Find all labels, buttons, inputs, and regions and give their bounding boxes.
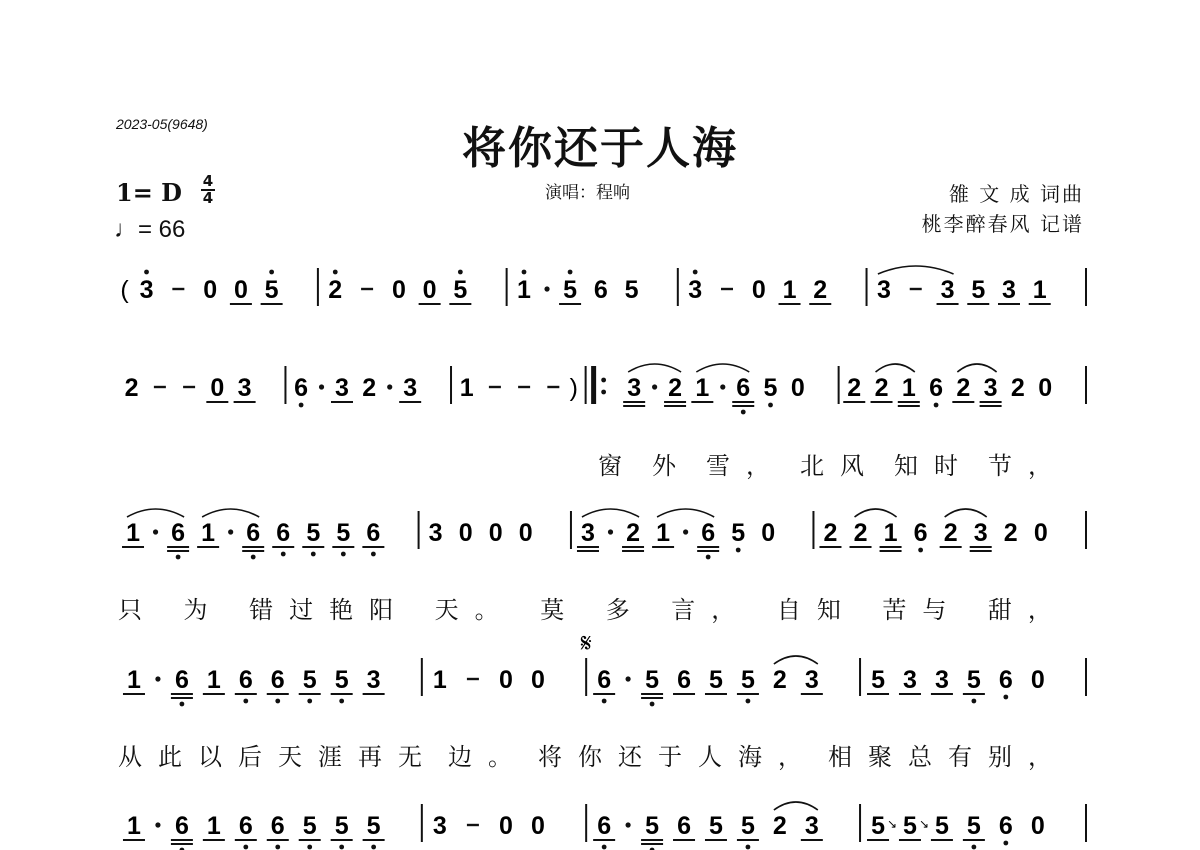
ornament-mark: ↘ <box>918 817 930 831</box>
note-5: 5 <box>871 666 885 694</box>
augmentation-dot <box>544 286 549 291</box>
note-3: 3 <box>627 374 642 402</box>
note-0: 0 <box>499 812 513 840</box>
note-6: 6 <box>701 519 716 547</box>
note-0: 0 <box>422 276 437 304</box>
high-octave-dot <box>333 270 338 275</box>
note-2: 2 <box>956 374 971 402</box>
note-0: 0 <box>518 519 533 547</box>
note-1: 1 <box>126 519 140 547</box>
segno-sign: 𝄋 <box>580 628 592 658</box>
augmentation-dot <box>387 384 392 389</box>
note-1: 1 <box>901 374 916 402</box>
tie-slur <box>202 509 259 517</box>
augmentation-dot <box>652 384 657 389</box>
low-octave-dot <box>243 845 248 850</box>
note-0: 0 <box>488 519 503 547</box>
note-5: 5 <box>871 812 885 840</box>
augmentation-dot <box>155 676 160 681</box>
tie-slur <box>957 364 996 372</box>
note-6: 6 <box>174 666 189 694</box>
note-5: 5 <box>709 666 723 694</box>
low-octave-dot <box>736 548 741 553</box>
lyric-word: 北风 <box>800 452 880 480</box>
note-2: 2 <box>874 374 889 402</box>
low-octave-dot <box>971 845 976 850</box>
lyric-word: 莫 <box>540 596 581 624</box>
note-5: 5 <box>366 812 381 840</box>
note-1: 1 <box>517 276 531 304</box>
low-octave-dot <box>341 552 346 557</box>
lyric-word: 将你还于人海， <box>538 743 818 771</box>
note-6: 6 <box>736 374 751 402</box>
low-octave-dot <box>746 845 751 850</box>
note-3: 3 <box>432 812 447 840</box>
note-1: 1 <box>656 519 671 547</box>
low-octave-dot <box>706 555 711 560</box>
augmentation-dot <box>608 529 613 534</box>
note-6: 6 <box>171 519 186 547</box>
augmentation-dot <box>155 822 160 827</box>
score-serial-number: 2023-05(9648) <box>116 116 208 132</box>
tie-slur <box>628 364 681 372</box>
lyric-word: 雪， <box>706 452 786 480</box>
note-3: 3 <box>804 666 819 694</box>
low-octave-dot <box>602 699 607 704</box>
low-octave-dot <box>275 699 280 704</box>
note-0: 0 <box>761 519 776 547</box>
note-0: 0 <box>233 276 248 304</box>
low-octave-dot <box>339 845 344 850</box>
tie-slur <box>855 509 897 517</box>
note-5: 5 <box>645 666 660 694</box>
note-3: 3 <box>366 666 381 694</box>
note-5: 5 <box>624 276 639 304</box>
lyric-word: 言， <box>671 596 752 624</box>
note-3: 3 <box>940 276 955 304</box>
note-6: 6 <box>677 666 691 694</box>
note-2: 2 <box>772 666 787 694</box>
note-2: 2 <box>626 519 640 547</box>
note-6: 6 <box>913 519 928 547</box>
repeat-dot <box>601 378 606 383</box>
lyric-word: 多 <box>605 596 646 624</box>
note-6: 6 <box>677 812 691 840</box>
note-5: 5 <box>302 666 317 694</box>
low-octave-dot <box>307 699 312 704</box>
augmentation-dot <box>720 384 725 389</box>
note-3: 3 <box>139 276 154 304</box>
key-signature: 1= D <box>116 178 182 207</box>
note-5: 5 <box>709 812 723 840</box>
note-0: 0 <box>391 276 406 304</box>
note-5: 5 <box>740 666 755 694</box>
note-2: 2 <box>772 812 787 840</box>
lyric-word: 窗 <box>598 452 638 480</box>
note-6: 6 <box>238 666 253 694</box>
song-title: 将你还于人海 <box>462 123 738 174</box>
note-6: 6 <box>593 276 608 304</box>
note-6: 6 <box>270 812 285 840</box>
note-1: 1 <box>695 374 710 402</box>
tie-slur <box>774 802 818 810</box>
note-0: 0 <box>790 374 805 402</box>
low-octave-dot <box>339 699 344 704</box>
augmentation-dot <box>153 529 158 534</box>
note-0: 0 <box>530 812 545 840</box>
note-3: 3 <box>237 374 252 402</box>
note-6: 6 <box>998 666 1013 694</box>
note-1: 1 <box>782 276 797 304</box>
note-3: 3 <box>876 276 891 304</box>
parenthesis: ( <box>120 276 129 304</box>
note-6: 6 <box>597 812 612 840</box>
note-3: 3 <box>934 666 949 694</box>
note-6: 6 <box>929 374 944 402</box>
low-octave-dot <box>281 552 286 557</box>
note-1: 1 <box>459 374 474 402</box>
low-octave-dot <box>243 699 248 704</box>
tie-slur <box>774 656 818 664</box>
note-2: 2 <box>124 374 139 402</box>
tempo-marking: ♩= 66 <box>114 216 186 243</box>
note-6: 6 <box>270 666 285 694</box>
lyric-word: 相聚总有别， <box>828 743 1068 771</box>
lyric-word: 只 <box>118 596 158 624</box>
tie-slur <box>657 509 714 517</box>
note-3: 3 <box>428 519 443 547</box>
note-3: 3 <box>335 374 349 402</box>
note-3: 3 <box>903 666 917 694</box>
lyric-word: 自知 <box>776 596 857 624</box>
note-5: 5 <box>306 519 321 547</box>
low-octave-dot <box>768 403 773 408</box>
note-1: 1 <box>1032 276 1047 304</box>
lyric-word: 外 <box>652 452 692 480</box>
note-6: 6 <box>294 374 309 402</box>
tie-slur <box>696 364 749 372</box>
augmentation-dot <box>626 822 631 827</box>
note-1: 1 <box>201 519 216 547</box>
lyric-line <box>118 737 1068 772</box>
note-5: 5 <box>731 519 746 547</box>
augmentation-dot <box>683 529 688 534</box>
lyric-word: 苦与 <box>882 596 963 624</box>
high-octave-dot <box>522 270 527 275</box>
low-octave-dot <box>971 699 976 704</box>
high-octave-dot <box>458 270 463 275</box>
note-2: 2 <box>668 374 683 402</box>
low-octave-dot <box>1003 695 1008 700</box>
singer-credit: 演唱：程响 <box>545 183 630 203</box>
note-0: 0 <box>210 374 225 402</box>
tie-slur <box>945 509 987 517</box>
note-2: 2 <box>943 519 958 547</box>
low-octave-dot <box>275 845 280 850</box>
note-0: 0 <box>458 519 473 547</box>
note-1: 1 <box>432 666 447 694</box>
note-3: 3 <box>581 519 595 547</box>
low-octave-dot <box>1003 841 1008 846</box>
ornament-mark: ↘ <box>887 817 898 831</box>
low-octave-dot <box>311 552 316 557</box>
note-5: 5 <box>971 276 986 304</box>
high-octave-dot <box>144 270 149 275</box>
note-5: 5 <box>966 812 981 840</box>
time-signature-bottom: 4 <box>202 189 214 207</box>
note-1: 1 <box>127 812 141 840</box>
note-2: 2 <box>328 276 343 304</box>
note-2: 2 <box>847 374 862 402</box>
high-octave-dot <box>693 270 698 275</box>
lyric-word: 错过艳阳 <box>249 596 410 624</box>
low-octave-dot <box>918 548 923 553</box>
note-3: 3 <box>973 519 988 547</box>
note-5: 5 <box>334 812 349 840</box>
note-3: 3 <box>403 374 418 402</box>
time-signature-top: 4 <box>202 172 214 190</box>
note-6: 6 <box>597 666 612 694</box>
high-octave-dot <box>568 270 573 275</box>
augmentation-dot <box>319 384 324 389</box>
note-5: 5 <box>763 374 778 402</box>
note-2: 2 <box>823 519 838 547</box>
note-2: 2 <box>1003 519 1018 547</box>
low-octave-dot <box>934 403 939 408</box>
note-5: 5 <box>264 276 279 304</box>
note-2: 2 <box>853 519 868 547</box>
note-3: 3 <box>1002 276 1016 304</box>
repeat-dot <box>601 390 606 395</box>
note-0: 0 <box>751 276 766 304</box>
note-6: 6 <box>246 519 261 547</box>
note-0: 0 <box>530 666 545 694</box>
note-6: 6 <box>174 812 189 840</box>
note-5: 5 <box>903 812 917 840</box>
note-1: 1 <box>127 666 141 694</box>
low-octave-dot <box>746 699 751 704</box>
note-0: 0 <box>1033 519 1048 547</box>
note-5: 5 <box>334 666 349 694</box>
note-5: 5 <box>453 276 468 304</box>
note-6: 6 <box>998 812 1013 840</box>
lyric-line <box>118 590 1068 625</box>
note-2: 2 <box>813 276 828 304</box>
lyric-word: 知时 <box>894 452 974 480</box>
composer-credit: 雒 文 成 词曲 <box>948 182 1084 206</box>
low-octave-dot <box>251 555 256 560</box>
low-octave-dot <box>180 702 185 707</box>
low-octave-dot <box>741 410 746 415</box>
note-2: 2 <box>1010 374 1025 402</box>
note-5: 5 <box>966 666 981 694</box>
lyric-word: 甜， <box>987 596 1068 624</box>
note-5: 5 <box>740 812 755 840</box>
tie-slur <box>876 364 915 372</box>
note-6: 6 <box>366 519 381 547</box>
low-octave-dot <box>299 403 304 408</box>
low-octave-dot <box>650 702 655 707</box>
note-5: 5 <box>645 812 660 840</box>
tie-slur <box>127 509 184 517</box>
note-3: 3 <box>688 276 703 304</box>
high-octave-dot <box>269 270 274 275</box>
note-5: 5 <box>934 812 949 840</box>
note-1: 1 <box>206 666 221 694</box>
note-2: 2 <box>362 374 377 402</box>
transcriber-credit: 桃李醉春风 记谱 <box>921 212 1084 236</box>
low-octave-dot <box>371 845 376 850</box>
augmentation-dot <box>228 529 233 534</box>
note-6: 6 <box>238 812 253 840</box>
note-3: 3 <box>804 812 819 840</box>
lyric-word: 为 <box>183 596 224 624</box>
note-0: 0 <box>499 666 513 694</box>
low-octave-dot <box>371 552 376 557</box>
tie-slur <box>878 266 954 274</box>
note-6: 6 <box>276 519 291 547</box>
note-5: 5 <box>336 519 351 547</box>
augmentation-dot <box>626 676 631 681</box>
lyric-word: 天。 <box>434 596 515 624</box>
note-1: 1 <box>206 812 221 840</box>
note-0: 0 <box>1030 666 1045 694</box>
lyric-word: 边。 <box>448 743 528 771</box>
note-0: 0 <box>1030 812 1045 840</box>
lyric-line <box>598 446 1068 481</box>
parenthesis: ) <box>569 374 578 402</box>
note-1: 1 <box>883 519 898 547</box>
note-0: 0 <box>203 276 218 304</box>
low-octave-dot <box>602 845 607 850</box>
lyric-word: 从此以后天涯再无 <box>118 743 438 771</box>
tie-slur <box>582 509 639 517</box>
low-octave-dot <box>176 555 181 560</box>
note-0: 0 <box>1038 374 1053 402</box>
note-5: 5 <box>302 812 317 840</box>
note-3: 3 <box>983 374 998 402</box>
lyric-word: 节， <box>988 452 1068 480</box>
low-octave-dot <box>307 845 312 850</box>
note-5: 5 <box>563 276 578 304</box>
